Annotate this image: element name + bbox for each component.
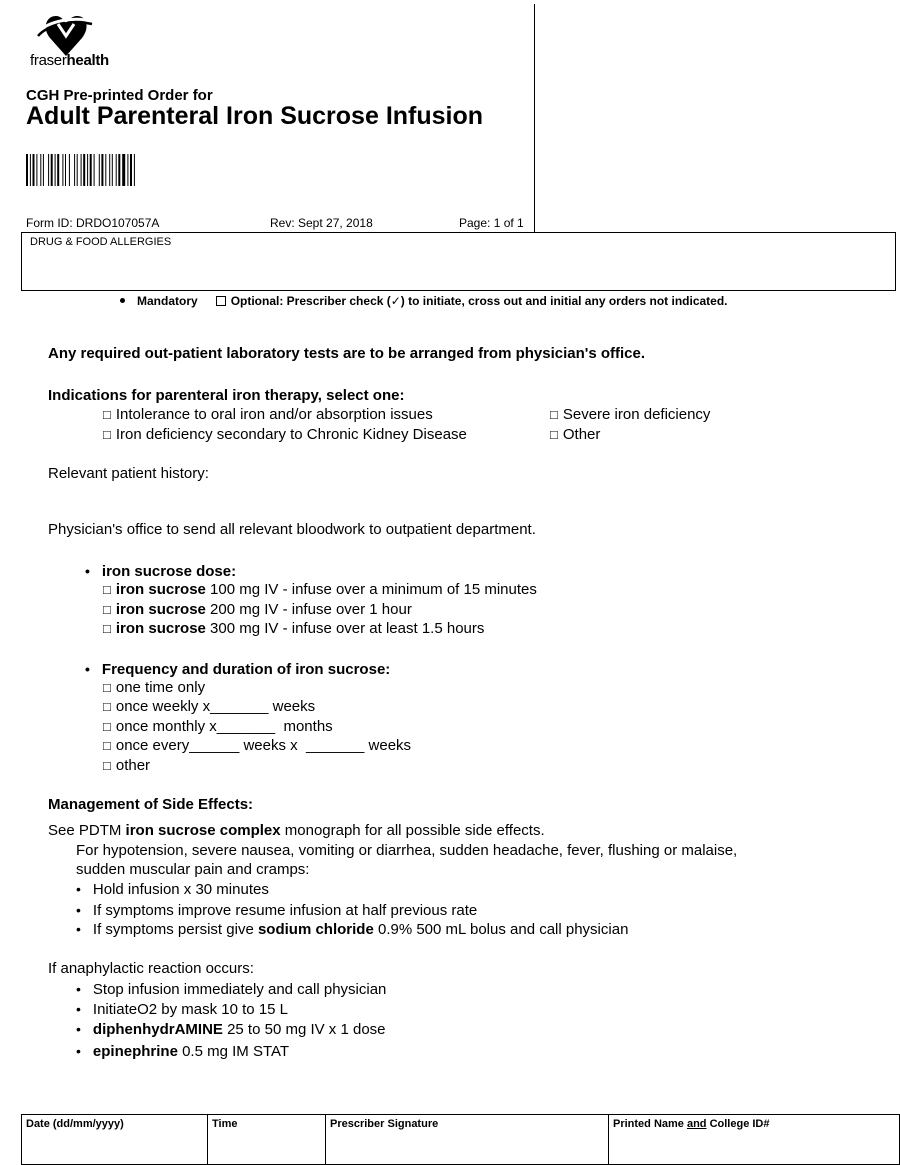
- bullet-icon: •: [76, 1043, 81, 1059]
- bullet-icon: •: [76, 881, 81, 897]
- checkbox-icon[interactable]: □: [103, 680, 111, 695]
- frequency-option[interactable]: □ once weekly x_______ weeks: [103, 698, 316, 715]
- printed-name-field[interactable]: Printed Name and College ID#: [609, 1115, 900, 1165]
- hypotension-text: For hypotension, severe nausea, vomiting or diarrhea, sudden headache, fever, flushing or malaise,: [76, 842, 738, 859]
- frequency-option[interactable]: □ once every______ weeks x _______ weeks: [103, 737, 412, 754]
- checkbox-icon[interactable]: □: [550, 407, 558, 422]
- legend: [120, 294, 728, 308]
- bullet-icon: •: [76, 1001, 81, 1017]
- frequency-option[interactable]: □ one time only: [103, 679, 206, 696]
- legend-optional: Optional: Prescriber check (✓) to initiate, cross out and initial any orders not indicated.: [230, 294, 728, 308]
- allergies-label: DRUG & FOOD ALLERGIES: [30, 236, 172, 248]
- date-field[interactable]: Date (dd/mm/yyyy): [22, 1115, 208, 1165]
- optional-checkbox-icon: [216, 296, 226, 306]
- list-item: • InitiateO2 by mask 10 to 15 L: [76, 1001, 289, 1018]
- barcode: [26, 154, 184, 186]
- dose-heading: • iron sucrose dose:: [85, 563, 237, 580]
- indication-option[interactable]: □ Other: [550, 426, 601, 443]
- bloodwork-note: Physician's office to send all relevant bloodwork to outpatient department.: [48, 521, 536, 538]
- list-item: • epinephrine 0.5 mg IM STAT: [76, 1043, 290, 1060]
- form-title: Adult Parenteral Iron Sucrose Infusion: [26, 102, 484, 130]
- checkbox-icon[interactable]: □: [550, 427, 558, 442]
- form-revision: Rev: Sept 27, 2018: [270, 216, 373, 230]
- dose-option[interactable]: □ iron sucrose 300 mg IV - infuse over at least 1.5 hours: [103, 620, 485, 637]
- lab-tests-notice: Any required out-patient laboratory tests are to be arranged from physician's office.: [48, 345, 646, 362]
- indication-option[interactable]: □ Severe iron deficiency: [550, 406, 711, 423]
- list-item: • Stop infusion immediately and call physician: [76, 981, 387, 998]
- checkbox-icon[interactable]: □: [103, 719, 111, 734]
- indication-option[interactable]: □ Iron deficiency secondary to Chronic Kidney Disease: [103, 426, 467, 443]
- bullet-icon: •: [85, 563, 90, 579]
- form-id: Form ID: DRDO107057A: [26, 216, 160, 230]
- dose-option[interactable]: □ iron sucrose 100 mg IV - infuse over a minimum of 15 minutes: [103, 581, 537, 598]
- bullet-icon: •: [76, 902, 81, 918]
- bullet-icon: •: [76, 921, 81, 937]
- form-page-number: Page: 1 of 1: [459, 216, 524, 230]
- prescriber-signature-field[interactable]: Prescriber Signature: [326, 1115, 609, 1165]
- checkbox-icon[interactable]: □: [103, 758, 111, 773]
- bullet-icon: •: [76, 981, 81, 997]
- frequency-heading: • Frequency and duration of iron sucrose:: [85, 661, 391, 678]
- checkbox-icon[interactable]: □: [103, 427, 111, 442]
- indications-heading: Indications for parenteral iron therapy, select one:: [48, 387, 405, 404]
- allergies-field[interactable]: [21, 232, 896, 291]
- bullet-icon: •: [76, 1021, 81, 1037]
- bullet-icon: •: [85, 661, 90, 677]
- indication-option[interactable]: □ Intolerance to oral iron and/or absorption issues: [103, 406, 433, 423]
- side-effects-heading: Management of Side Effects:: [48, 796, 254, 813]
- pdtm-reference: See PDTM iron sucrose complex monograph for all possible side effects.: [48, 822, 545, 839]
- time-field[interactable]: Time: [208, 1115, 326, 1165]
- frequency-option[interactable]: □ other: [103, 757, 151, 774]
- checkbox-icon[interactable]: □: [103, 621, 111, 636]
- list-item: • diphenhydrAMINE 25 to 50 mg IV x 1 dose: [76, 1021, 386, 1038]
- checkbox-icon[interactable]: □: [103, 738, 111, 753]
- checkbox-icon[interactable]: □: [103, 407, 111, 422]
- patient-history-label: Relevant patient history:: [48, 465, 209, 482]
- dose-option[interactable]: □ iron sucrose 200 mg IV - infuse over 1 hour: [103, 601, 412, 618]
- header-divider: [534, 4, 535, 232]
- legend-mandatory: Mandatory: [137, 294, 198, 308]
- list-item: • If symptoms improve resume infusion at half previous rate: [76, 902, 478, 919]
- list-item: • Hold infusion x 30 minutes: [76, 881, 269, 898]
- signature-table: [21, 1114, 900, 1165]
- checkbox-icon[interactable]: □: [103, 582, 111, 597]
- anaphylaxis-heading: If anaphylactic reaction occurs:: [48, 960, 254, 977]
- checkbox-icon[interactable]: □: [103, 602, 111, 617]
- logo-text: fraserhealth: [30, 52, 109, 69]
- frequency-option[interactable]: □ once monthly x_______ months: [103, 718, 333, 735]
- form-subtitle: CGH Pre-printed Order for: [26, 87, 213, 104]
- hypotension-text-cont: sudden muscular pain and cramps:: [76, 861, 310, 878]
- list-item: • If symptoms persist give sodium chloride 0.9% 500 mL bolus and call physician: [76, 921, 629, 938]
- checkbox-icon[interactable]: □: [103, 699, 111, 714]
- mandatory-bullet-icon: [120, 298, 125, 303]
